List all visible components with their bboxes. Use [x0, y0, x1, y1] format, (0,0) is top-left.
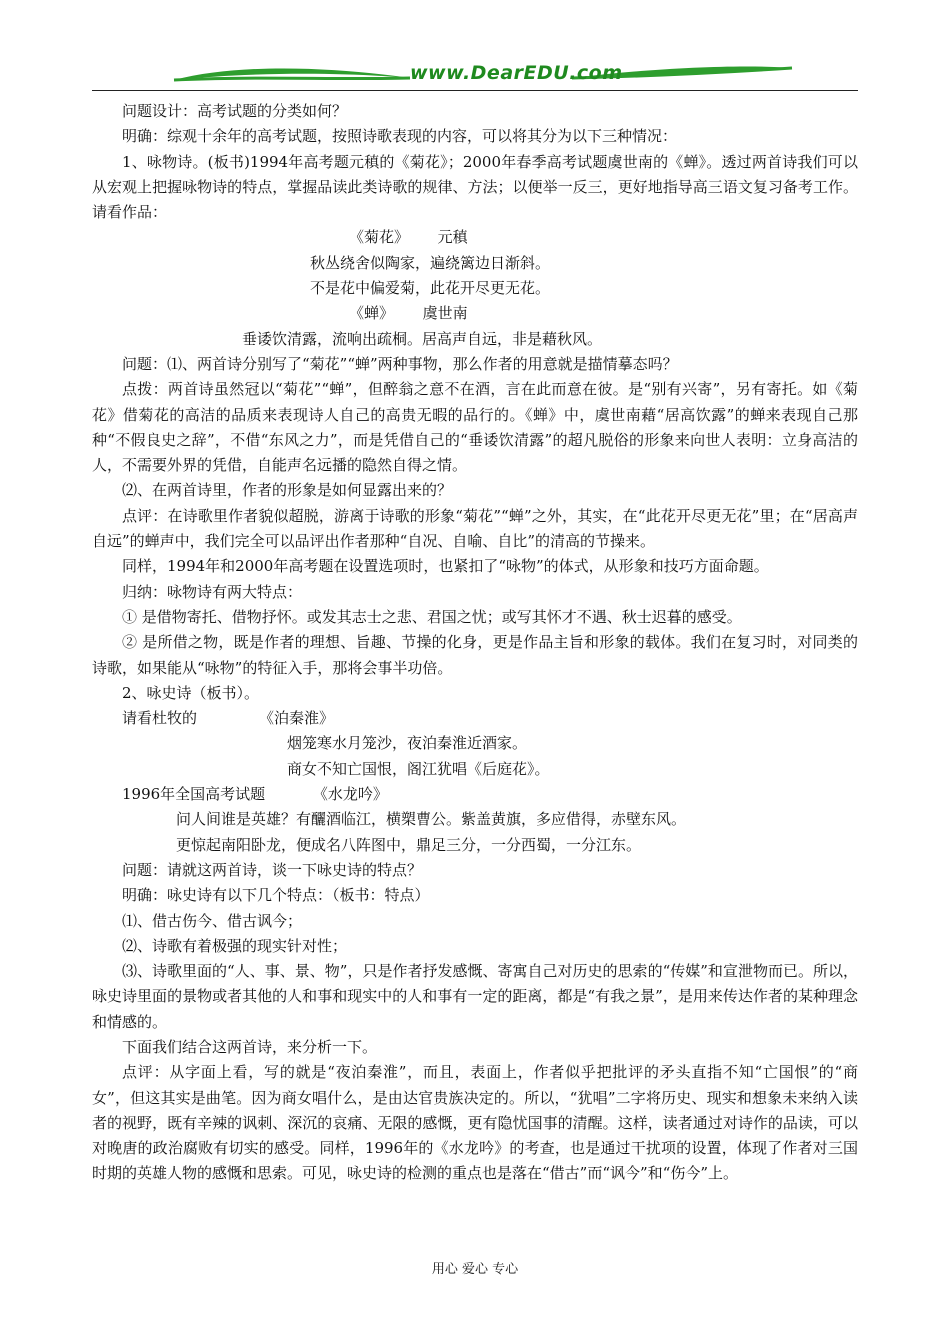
poem-line: 《蝉》 虞世南 [349, 304, 468, 323]
body-paragraph: ⑶、诗歌里面的“人、事、景、物”，只是作者抒发感慨、寄寓自己对历史的思索的“传媒”和宣泄物而已。所以，咏史诗里面的景物或者其他的人和事和现实中的人和事有一定的距离，都是“有我之景”，是用来传达作者的某种理念和情感的。 [92, 962, 858, 1031]
poem-line: 更惊起南阳卧龙，便成名八阵图中，鼎足三分，一分西蜀，一分江东。 [176, 835, 642, 854]
body-paragraph: 点拨：两首诗虽然冠以“菊花”“蝉”，但醉翁之意不在酒，言在此而意在彼。是“别有兴寄”，另有寄托。如《菊花》借菊花的高洁的品质来表现诗人自己的高贵无暇的品行的。《蝉》中，虞世南藉“居高饮露”的蝉来表现自己那种“不假良史之辞”，不借“东风之力”，而是凭借自己的“垂诿饮清露”的超凡脱俗的形象来向世人表明：立身高洁的人，不需要外界的凭借，自能声名远播的隐然自得之情。 [92, 380, 858, 475]
body-paragraph: 问题设计：高考试题的分类如何？ [122, 102, 348, 120]
body-paragraph: 1、咏物诗。(板书)1994年高考题元稹的《菊花》；2000年春季高考试题虞世南的《蝉》。透过两首诗我们可以从宏观上把握咏物诗的特点，掌握品读此类诗歌的规律、方法；以便举一反三，更好地指导高三语文复习备考工作。请看作品： [92, 152, 858, 222]
poem-line: 问人间谁是英雄？有釃酒临江，横槊曹公。紫盖黄旗，多应借得，赤壁东风。 [176, 810, 687, 829]
poem-line: 垂诿饮清露，流响出疏桐。居高声自远，非是藉秋风。 [242, 329, 603, 348]
body-paragraph: 问题：⑴、两首诗分别写了“菊花”“蝉”两种事物，那么作者的用意就是描情摹态吗？ [122, 354, 678, 373]
body-paragraph: 点评：从字面上看，写的就是“夜泊秦淮”，而且，表面上，作者似乎把批评的矛头直指不知“亡国恨”的“商女”，但这其实是曲笔。因为商女唱什么，是由达官贵族决定的。所以，“犹唱”二字将历史、现实和想象未来纳入读者的视野，既有辛辣的讽刺、深沉的哀痛、无限的感慨，更有隐忧国事的清醒。这样，读者通过对诗作的品读，可以对晚唐的政治腐败有切实的感受。同样，1996年的《水龙吟》的考查，也是通过干扰项的设置，体现了作者对三国时期的英雄人物的感慨和思索。可见，咏史诗的检测的重点也是落在“借古”而“讽今”和“伤今”上。 [92, 1063, 858, 1183]
poem-line: 1996年全国高考试题 《水龙吟》 [122, 785, 388, 804]
body-paragraph: 明确：咏史诗有以下几个特点：（板书：特点） [122, 886, 430, 905]
body-paragraph: 归纳：咏物诗有两大特点： [122, 582, 303, 601]
body-paragraph: ⑴、借古伤今、借古讽今； [122, 911, 303, 930]
poem-line: 秋丛绕舍似陶家，遍绕篱边日渐斜。 [310, 253, 551, 272]
document-body [92, 99, 858, 1187]
site-logo-text: www.DearEDU.com [410, 62, 623, 84]
body-paragraph: 同样，1994年和2000年高考题在设置选项时，也紧扣了“咏物”的体式，从形象和技巧方面命题。 [122, 557, 769, 576]
body-paragraph: ② 是所借之物，既是作者的理想、旨趣、节操的化身，更是作品主旨和形象的载体。我们在复习时，对同类的诗歌，如果能从“咏物”的特征入手，那将会事半功倍。 [92, 633, 858, 677]
poem-line: 不是花中偏爱菊，此花开尽更无花。 [310, 279, 551, 298]
poem-line: 烟笼寒水月笼沙，夜泊秦淮近酒家。 [287, 734, 528, 753]
body-paragraph: 明确：综观十余年的高考试题，按照诗歌表现的内容，可以将其分为以下三种情况： [122, 127, 678, 146]
body-paragraph: ⑵、诗歌有着极强的现实针对性； [122, 936, 348, 955]
body-paragraph: ⑵、在两首诗里，作者的形象是如何显露出来的？ [122, 481, 453, 500]
poem-line: 商女不知亡国恨，阁江犹唱《后庭花》。 [287, 759, 550, 778]
poem-line: 《菊花》 元稹 [349, 228, 468, 247]
poem-line: 请看杜牧的 《泊秦淮》 [122, 709, 334, 728]
footer-slogan: 用心 爱心 专心 [431, 1262, 519, 1277]
body-paragraph: ① 是借物寄托、借物抒怀。或发其志士之悲、君国之忧；或写其怀才不遇、秋士迟暮的感受。 [122, 607, 742, 626]
body-paragraph: 2、咏史诗（板书）。 [122, 683, 260, 702]
header-rule [92, 90, 858, 91]
body-paragraph: 下面我们结合这两首诗，来分析一下。 [122, 1037, 378, 1056]
header-logo[interactable] [92, 58, 858, 94]
body-paragraph: 点评：在诗歌里作者貌似超脱，游离于诗歌的形象“菊花”“蝉”之外，其实，在“此花开尽更无花”里；在“居高声自远”的蝉声中，我们完全可以品评出作者那种“自况、自喻、自比”的清高的节操来。 [92, 506, 858, 551]
body-paragraph: 问题：请就这两首诗，谈一下咏史诗的特点？ [122, 860, 423, 879]
